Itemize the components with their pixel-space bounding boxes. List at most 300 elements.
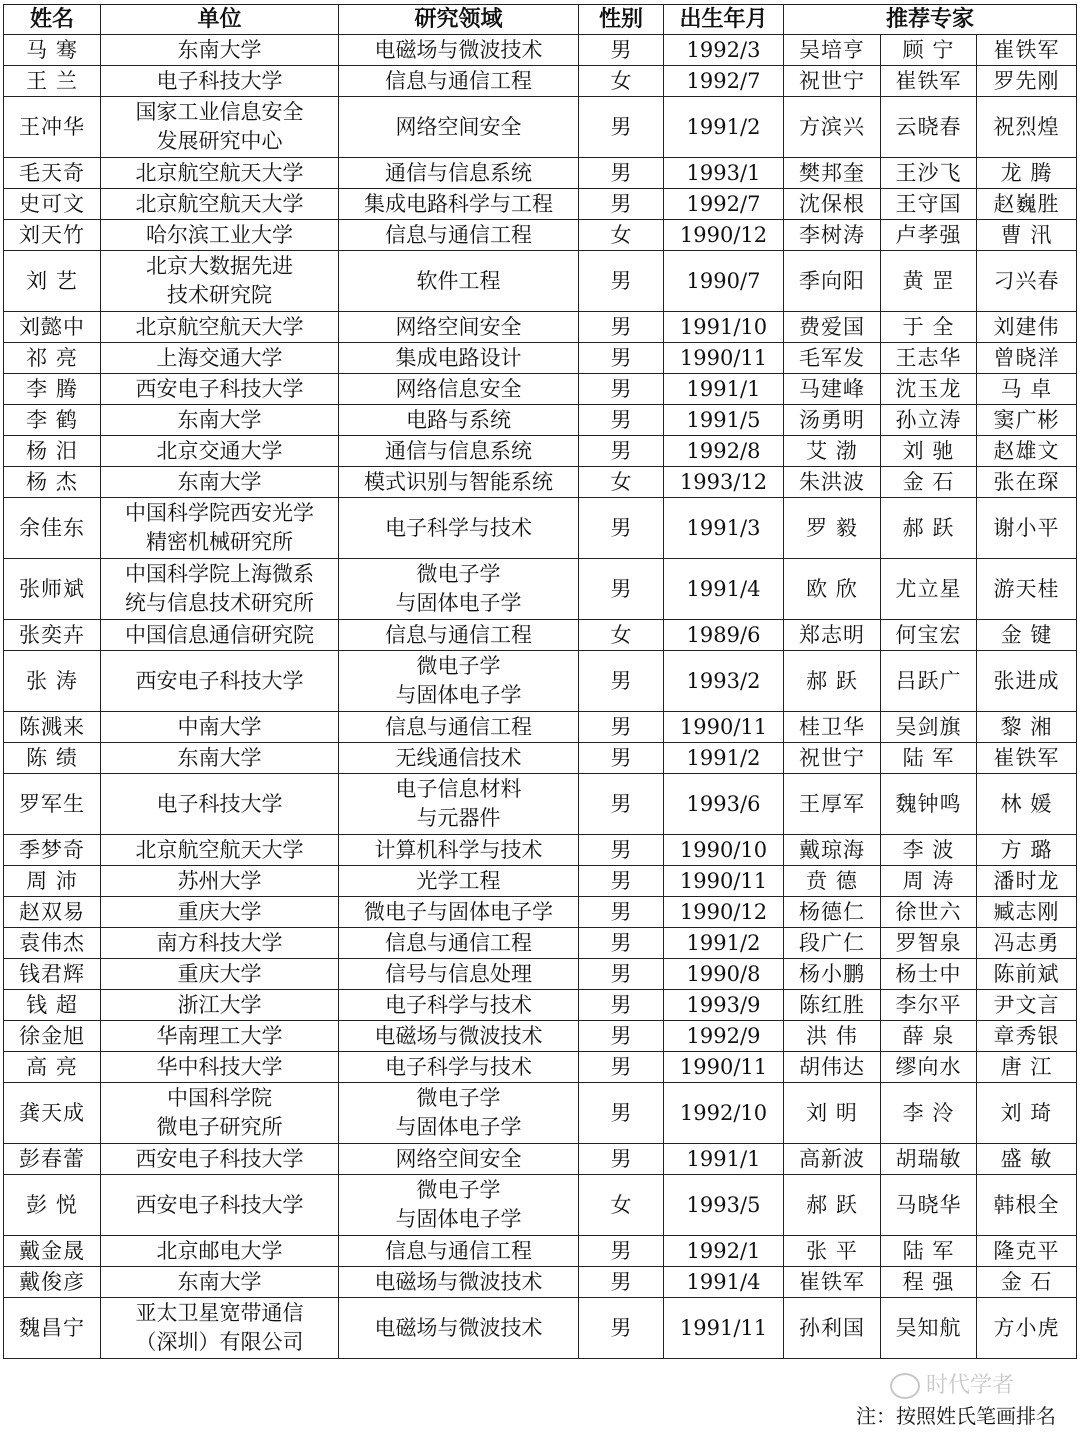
born-cell: 1992/9 [664,1021,784,1052]
header-born: 出生年月 [664,5,784,35]
expert-cell: 胡瑞敏 [881,1144,977,1175]
table-row [4,1083,1077,1144]
born-cell: 1993/6 [664,774,784,835]
table-row [4,66,1077,97]
field-cell: 电子科学与技术 [339,990,579,1021]
born-cell: 1990/11 [664,1052,784,1083]
expert-cell: 祝世宁 [784,66,881,97]
name-cell: 王 兰 [4,66,101,97]
table-row [4,251,1077,312]
expert-cell: 魏钟鸣 [881,774,977,835]
gender-cell: 男 [579,1021,664,1052]
born-cell: 1990/7 [664,251,784,312]
born-cell: 1993/2 [664,651,784,712]
unit-cell: 东南大学 [101,1267,339,1298]
gender-cell: 男 [579,866,664,897]
expert-cell: 孙立涛 [881,405,977,436]
table-row [4,774,1077,835]
name-cell: 高 亮 [4,1052,101,1083]
unit-cell: 上海交通大学 [101,343,339,374]
name-cell: 陈 绩 [4,743,101,774]
field-cell: 集成电路设计 [339,343,579,374]
gender-cell: 男 [579,35,664,66]
expert-cell: 王沙飞 [881,158,977,189]
born-cell: 1992/7 [664,189,784,220]
field-cell: 信息与通信工程 [339,1236,579,1267]
table-row [4,897,1077,928]
table-row [4,712,1077,743]
born-cell: 1991/2 [664,743,784,774]
expert-cell: 胡伟达 [784,1052,881,1083]
name-cell: 彭 悦 [4,1175,101,1236]
name-cell: 周 沛 [4,866,101,897]
unit-cell: 北京交通大学 [101,436,339,467]
footnote: 注：按照姓氏笔画排名 [856,1404,1056,1428]
expert-cell: 金 石 [881,467,977,498]
expert-cell: 刘建伟 [977,312,1077,343]
table-row [4,620,1077,651]
expert-cell: 陆 军 [881,1236,977,1267]
table-row [4,651,1077,712]
table-row [4,436,1077,467]
expert-cell: 游天桂 [977,559,1077,620]
unit-cell: 北京航空航天大学 [101,835,339,866]
expert-cell: 赵巍胜 [977,189,1077,220]
born-cell: 1991/3 [664,498,784,559]
gender-cell: 男 [579,405,664,436]
expert-cell: 徐世六 [881,897,977,928]
field-cell: 模式识别与智能系统 [339,467,579,498]
expert-cell: 沈保根 [784,189,881,220]
name-cell: 龚天成 [4,1083,101,1144]
table-row [4,1021,1077,1052]
name-cell: 戴金晟 [4,1236,101,1267]
table-row [4,959,1077,990]
born-cell: 1992/8 [664,436,784,467]
table-row [4,1267,1077,1298]
field-cell: 微电子与固体电子学 [339,897,579,928]
field-cell: 电磁场与微波技术 [339,35,579,66]
gender-cell: 女 [579,620,664,651]
expert-cell: 周 涛 [881,866,977,897]
unit-cell: 重庆大学 [101,959,339,990]
expert-cell: 刘 驰 [881,436,977,467]
name-cell: 陈溅来 [4,712,101,743]
born-cell: 1991/5 [664,405,784,436]
field-cell: 信号与信息处理 [339,959,579,990]
expert-cell: 尤立星 [881,559,977,620]
header-gender: 性别 [579,5,664,35]
table-row [4,1052,1077,1083]
name-cell: 罗军生 [4,774,101,835]
expert-cell: 罗 毅 [784,498,881,559]
gender-cell: 男 [579,559,664,620]
expert-cell: 欧 欣 [784,559,881,620]
field-cell: 网络信息安全 [339,374,579,405]
born-cell: 1990/8 [664,959,784,990]
name-cell: 毛天奇 [4,158,101,189]
name-cell: 张奕卉 [4,620,101,651]
gender-cell: 男 [579,990,664,1021]
table-row [4,189,1077,220]
gender-cell: 男 [579,1236,664,1267]
expert-cell: 郝 跃 [784,1175,881,1236]
gender-cell: 男 [579,774,664,835]
expert-cell: 吴剑旗 [881,712,977,743]
born-cell: 1991/2 [664,928,784,959]
table-row [4,312,1077,343]
table-row [4,1144,1077,1175]
expert-cell: 张在琛 [977,467,1077,498]
expert-cell: 崔铁军 [881,66,977,97]
unit-cell: 南方科技大学 [101,928,339,959]
name-cell: 祁 亮 [4,343,101,374]
expert-cell: 崔铁军 [977,743,1077,774]
expert-cell: 于 全 [881,312,977,343]
name-cell: 彭春蕾 [4,1144,101,1175]
field-cell: 微电子学 与固体电子学 [339,1175,579,1236]
born-cell: 1992/7 [664,66,784,97]
gender-cell: 女 [579,220,664,251]
table-row [4,928,1077,959]
born-cell: 1991/10 [664,312,784,343]
expert-cell: 戴琼海 [784,835,881,866]
name-cell: 季梦奇 [4,835,101,866]
expert-cell: 郝 跃 [784,651,881,712]
unit-cell: 国家工业信息安全 发展研究中心 [101,97,339,158]
unit-cell: 东南大学 [101,743,339,774]
gender-cell: 男 [579,189,664,220]
expert-cell: 王厚军 [784,774,881,835]
table-row [4,743,1077,774]
expert-cell: 程 强 [881,1267,977,1298]
unit-cell: 西安电子科技大学 [101,1175,339,1236]
gender-cell: 男 [579,343,664,374]
unit-cell: 电子科技大学 [101,66,339,97]
name-cell: 魏昌宁 [4,1298,101,1359]
expert-cell: 章秀银 [977,1021,1077,1052]
expert-cell: 云晓春 [881,97,977,158]
gender-cell: 男 [579,1083,664,1144]
table-row [4,990,1077,1021]
unit-cell: 华南理工大学 [101,1021,339,1052]
unit-cell: 北京邮电大学 [101,1236,339,1267]
table-row [4,835,1077,866]
header-field: 研究领域 [339,5,579,35]
wechat-icon [890,1373,920,1399]
unit-cell: 华中科技大学 [101,1052,339,1083]
expert-cell: 薛 泉 [881,1021,977,1052]
gender-cell: 女 [579,467,664,498]
field-cell: 无线通信技术 [339,743,579,774]
unit-cell: 北京航空航天大学 [101,312,339,343]
field-cell: 信息与通信工程 [339,712,579,743]
field-cell: 电磁场与微波技术 [339,1267,579,1298]
expert-cell: 马 卓 [977,374,1077,405]
header-experts: 推荐专家 [784,5,1077,35]
unit-cell: 东南大学 [101,467,339,498]
gender-cell: 男 [579,436,664,467]
name-cell: 钱君辉 [4,959,101,990]
name-cell: 余佳东 [4,498,101,559]
table-row [4,866,1077,897]
unit-cell: 中国信息通信研究院 [101,620,339,651]
born-cell: 1993/5 [664,1175,784,1236]
table-row [4,1175,1077,1236]
expert-cell: 毛军发 [784,343,881,374]
unit-cell: 哈尔滨工业大学 [101,220,339,251]
field-cell: 计算机科学与技术 [339,835,579,866]
expert-cell: 方小虎 [977,1298,1077,1359]
expert-cell: 杨小鹏 [784,959,881,990]
born-cell: 1993/1 [664,158,784,189]
expert-cell: 罗智泉 [881,928,977,959]
gender-cell: 男 [579,1052,664,1083]
expert-cell: 洪 伟 [784,1021,881,1052]
expert-cell: 艾 渤 [784,436,881,467]
expert-cell: 杨德仁 [784,897,881,928]
expert-cell: 贲 德 [784,866,881,897]
table-row [4,559,1077,620]
expert-cell: 陈前斌 [977,959,1077,990]
gender-cell: 男 [579,651,664,712]
expert-cell: 桂卫华 [784,712,881,743]
expert-cell: 王守国 [881,189,977,220]
gender-cell: 男 [579,312,664,343]
unit-cell: 北京大数据先进 技术研究院 [101,251,339,312]
expert-cell: 陆 军 [881,743,977,774]
gender-cell: 女 [579,1175,664,1236]
unit-cell: 西安电子科技大学 [101,1144,339,1175]
field-cell: 电子信息材料 与元器件 [339,774,579,835]
gender-cell: 男 [579,835,664,866]
gender-cell: 男 [579,1144,664,1175]
born-cell: 1991/11 [664,1298,784,1359]
name-cell: 刘天竹 [4,220,101,251]
expert-cell: 李树涛 [784,220,881,251]
born-cell: 1993/9 [664,990,784,1021]
name-cell: 张师斌 [4,559,101,620]
expert-cell: 王志华 [881,343,977,374]
expert-cell: 沈玉龙 [881,374,977,405]
name-cell: 刘 艺 [4,251,101,312]
gender-cell: 男 [579,97,664,158]
field-cell: 网络空间安全 [339,1144,579,1175]
unit-cell: 中国科学院 微电子研究所 [101,1083,339,1144]
unit-cell: 北京航空航天大学 [101,158,339,189]
expert-cell: 杨士中 [881,959,977,990]
field-cell: 电子科学与技术 [339,1052,579,1083]
name-cell: 袁伟杰 [4,928,101,959]
expert-cell: 郝 跃 [881,498,977,559]
name-cell: 李 腾 [4,374,101,405]
name-cell: 马 骞 [4,35,101,66]
unit-cell: 北京航空航天大学 [101,189,339,220]
gender-cell: 男 [579,374,664,405]
field-cell: 微电子学 与固体电子学 [339,651,579,712]
expert-cell: 崔铁军 [784,1267,881,1298]
table-row [4,374,1077,405]
header-row [4,5,1077,35]
unit-cell: 东南大学 [101,35,339,66]
expert-cell: 费爱国 [784,312,881,343]
expert-cell: 段广仁 [784,928,881,959]
field-cell: 网络空间安全 [339,312,579,343]
field-cell: 集成电路科学与工程 [339,189,579,220]
born-cell: 1992/10 [664,1083,784,1144]
unit-cell: 东南大学 [101,405,339,436]
expert-cell: 张进成 [977,651,1077,712]
expert-cell: 曹 汛 [977,220,1077,251]
expert-cell: 吴培亨 [784,35,881,66]
expert-cell: 樊邦奎 [784,158,881,189]
name-cell: 刘懿中 [4,312,101,343]
born-cell: 1993/12 [664,467,784,498]
born-cell: 1991/1 [664,1144,784,1175]
unit-cell: 重庆大学 [101,897,339,928]
watermark-text: 时代学者 [926,1373,1015,1398]
name-cell: 徐金旭 [4,1021,101,1052]
gender-cell: 女 [579,66,664,97]
expert-cell: 黄 罡 [881,251,977,312]
table-row [4,343,1077,374]
name-cell: 王冲华 [4,97,101,158]
unit-cell: 中南大学 [101,712,339,743]
expert-cell: 尹文言 [977,990,1077,1021]
expert-cell: 高新波 [784,1144,881,1175]
table-row [4,158,1077,189]
expert-cell: 张 平 [784,1236,881,1267]
name-cell: 杨 汨 [4,436,101,467]
unit-cell: 亚太卫星宽带通信 （深圳）有限公司 [101,1298,339,1359]
born-cell: 1991/4 [664,559,784,620]
expert-cell: 罗先刚 [977,66,1077,97]
expert-cell: 马建峰 [784,374,881,405]
unit-cell: 电子科技大学 [101,774,339,835]
expert-cell: 曾晓洋 [977,343,1077,374]
expert-cell: 吕跃广 [881,651,977,712]
name-cell: 杨 杰 [4,467,101,498]
field-cell: 电磁场与微波技术 [339,1298,579,1359]
field-cell: 光学工程 [339,866,579,897]
name-cell: 史可文 [4,189,101,220]
born-cell: 1990/12 [664,897,784,928]
born-cell: 1991/4 [664,1267,784,1298]
field-cell: 软件工程 [339,251,579,312]
field-cell: 电子科学与技术 [339,498,579,559]
expert-cell: 林 媛 [977,774,1077,835]
field-cell: 信息与通信工程 [339,66,579,97]
expert-cell: 卢孝强 [881,220,977,251]
field-cell: 信息与通信工程 [339,928,579,959]
gender-cell: 男 [579,959,664,990]
expert-cell: 刁兴春 [977,251,1077,312]
born-cell: 1990/12 [664,220,784,251]
expert-cell: 冯志勇 [977,928,1077,959]
expert-cell: 臧志刚 [977,897,1077,928]
gender-cell: 男 [579,897,664,928]
name-cell: 戴俊彦 [4,1267,101,1298]
field-cell: 通信与信息系统 [339,436,579,467]
expert-cell: 潘时龙 [977,866,1077,897]
name-cell: 赵双易 [4,897,101,928]
expert-cell: 李 波 [881,835,977,866]
expert-cell: 孙利国 [784,1298,881,1359]
name-cell: 李 鹤 [4,405,101,436]
expert-cell: 马晓华 [881,1175,977,1236]
header-unit: 单位 [101,5,339,35]
expert-cell: 隆克平 [977,1236,1077,1267]
expert-cell: 吴知航 [881,1298,977,1359]
expert-cell: 李 泠 [881,1083,977,1144]
gender-cell: 男 [579,251,664,312]
gender-cell: 男 [579,1298,664,1359]
gender-cell: 男 [579,498,664,559]
field-cell: 微电子学 与固体电子学 [339,559,579,620]
expert-cell: 窦广彬 [977,405,1077,436]
roster-table [3,4,1077,1359]
unit-cell: 西安电子科技大学 [101,651,339,712]
field-cell: 网络空间安全 [339,97,579,158]
field-cell: 电磁场与微波技术 [339,1021,579,1052]
expert-cell: 龙 腾 [977,158,1077,189]
born-cell: 1992/3 [664,35,784,66]
unit-cell: 中国科学院西安光学 精密机械研究所 [101,498,339,559]
born-cell: 1990/11 [664,343,784,374]
expert-cell: 方滨兴 [784,97,881,158]
expert-cell: 何宝宏 [881,620,977,651]
expert-cell: 陈红胜 [784,990,881,1021]
table-row [4,35,1077,66]
unit-cell: 浙江大学 [101,990,339,1021]
expert-cell: 季向阳 [784,251,881,312]
table-row [4,405,1077,436]
expert-cell: 汤勇明 [784,405,881,436]
born-cell: 1990/11 [664,866,784,897]
expert-cell: 郑志明 [784,620,881,651]
unit-cell: 西安电子科技大学 [101,374,339,405]
table-row [4,1298,1077,1359]
expert-cell: 缪向水 [881,1052,977,1083]
gender-cell: 男 [579,1267,664,1298]
expert-cell: 韩根全 [977,1175,1077,1236]
table-row [4,1236,1077,1267]
table-row [4,498,1077,559]
field-cell: 通信与信息系统 [339,158,579,189]
expert-cell: 盛 敏 [977,1144,1077,1175]
born-cell: 1990/11 [664,712,784,743]
table-row [4,467,1077,498]
field-cell: 电路与系统 [339,405,579,436]
name-cell: 钱 超 [4,990,101,1021]
expert-cell: 崔铁军 [977,35,1077,66]
expert-cell: 刘 琦 [977,1083,1077,1144]
expert-cell: 李尔平 [881,990,977,1021]
table-row [4,220,1077,251]
expert-cell: 方 璐 [977,835,1077,866]
table-row [4,97,1077,158]
expert-cell: 顾 宁 [881,35,977,66]
gender-cell: 男 [579,743,664,774]
gender-cell: 男 [579,712,664,743]
gender-cell: 男 [579,158,664,189]
field-cell: 信息与通信工程 [339,220,579,251]
born-cell: 1990/10 [664,835,784,866]
field-cell: 信息与通信工程 [339,620,579,651]
born-cell: 1991/1 [664,374,784,405]
expert-cell: 金 石 [977,1267,1077,1298]
expert-cell: 唐 江 [977,1052,1077,1083]
